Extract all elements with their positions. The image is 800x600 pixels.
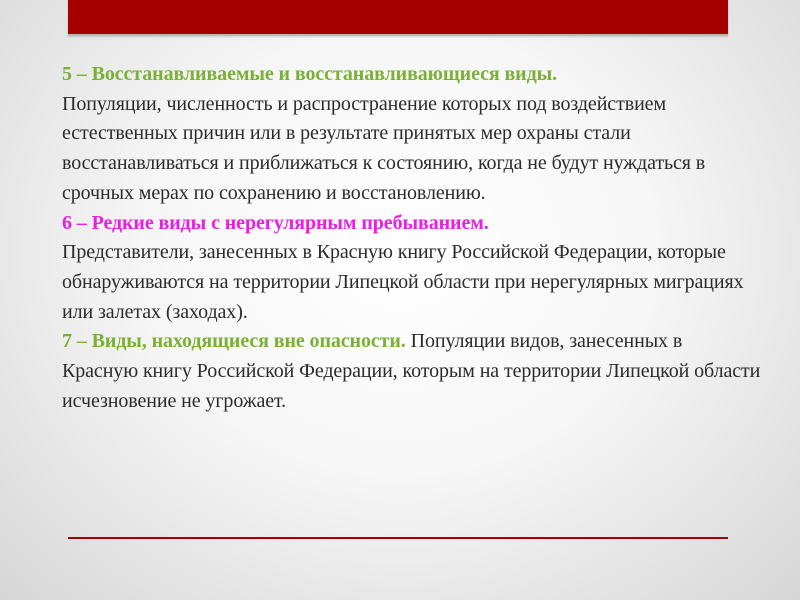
bottom-red-rule bbox=[68, 537, 728, 539]
section-7 bbox=[62, 327, 762, 416]
section-6-body: Представители, занесенных в Красную книгу Российской Федерации, которые обнаруживаются на территории Липецкой области при нерегулярных миграциях или залетах (заходах). bbox=[62, 241, 744, 323]
section-7-body: Популяции видов, занесенных в Красную книгу Российской Федерации, которым на территории Липецкой области исчезновение не угрожает. bbox=[62, 330, 761, 412]
section-5 bbox=[62, 60, 762, 209]
top-red-banner bbox=[68, 0, 728, 36]
slide-content bbox=[62, 60, 762, 416]
section-7-heading: 7 – Виды, находящиеся вне опасности. bbox=[62, 330, 406, 353]
section-6-heading: 6 – Редкие виды с нерегулярным пребыванием. bbox=[62, 211, 489, 234]
section-5-heading: 5 – Восстанавливаемые и восстанавливающиеся виды. bbox=[62, 63, 558, 85]
section-6 bbox=[62, 209, 762, 328]
section-5-body: Популяции, численность и распространение которых под воздействием естественных причин или в результате принятых мер охраны стали восстанавливаться и приближаться к состоянию, когда не будут нуждаться в срочных мерах по сохранению и восстановлению. bbox=[62, 92, 706, 204]
